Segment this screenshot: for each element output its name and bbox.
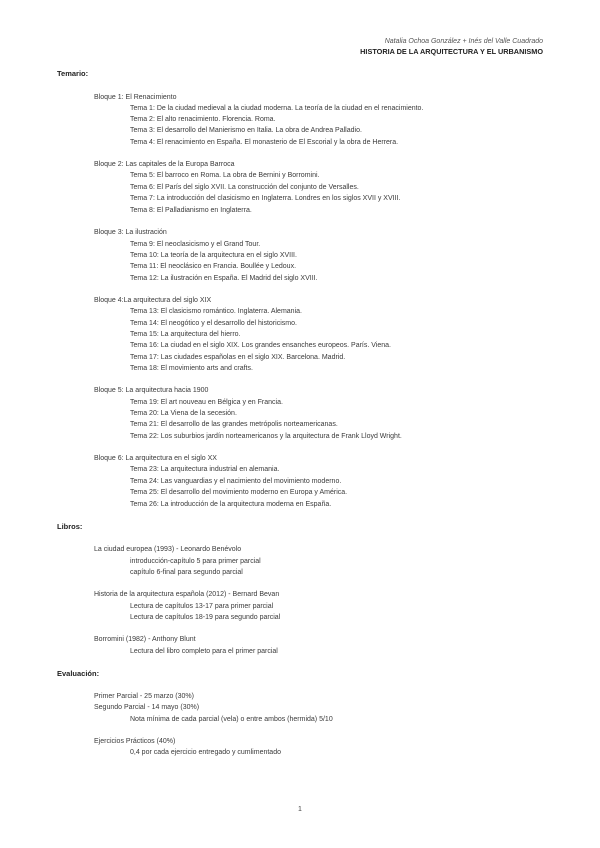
libros-heading: Libros: (57, 522, 83, 531)
tema-item: Tema 10: La teoría de la arquitectura en el siglo XVIII. (130, 252, 297, 259)
book-title: La ciudad europea (1993) - Leonardo Benévolo (94, 546, 242, 553)
book-title: Historia de la arquitectura española (2012) - Bernard Bevan (94, 591, 280, 598)
parcial-note: Nota mínima de cada parcial (vela) o entre ambos (hermida) 5/10 (130, 716, 333, 723)
page-header (360, 37, 543, 57)
tema-item: Tema 22: Los suburbios jardín norteamericanos y la arquitectura de Frank Lloyd Wright. (130, 433, 402, 440)
page-number: 1 (298, 806, 302, 813)
tema-item: Tema 13: El clasicismo romántico. Inglaterra. Alemania. (130, 308, 302, 315)
bloque-title: Bloque 6: La arquitectura en el siglo XX (94, 455, 217, 462)
book-note: Lectura del libro completo para el primer parcial (130, 648, 278, 655)
tema-item: Tema 15: La arquitectura del hierro. (130, 331, 241, 338)
tema-item: Tema 20: La Viena de la secesión. (130, 410, 237, 417)
tema-item: Tema 1: De la ciudad medieval a la ciudad moderna. La teoría de la ciudad en el renacimiento. (130, 105, 424, 112)
tema-item: Tema 16: La ciudad en el siglo XIX. Los grandes ensanches europeos. París. Viena. (130, 342, 391, 349)
tema-item: Tema 7: La introducción del clasicismo en Inglaterra. Londres en los siglos XVII y XVIII. (130, 195, 401, 202)
book-title: Borromini (1982) - Anthony Blunt (94, 636, 196, 643)
tema-item: Tema 12: La ilustración en España. El Madrid del siglo XVIII. (130, 275, 318, 282)
bloque-title: Bloque 4:La arquitectura del siglo XIX (94, 297, 212, 304)
temario-heading: Temario: (57, 69, 89, 78)
bloque-title: Bloque 1: El Renacimiento (94, 94, 177, 101)
course-title: HISTORIA DE LA ARQUITECTURA Y EL URBANISMO (360, 47, 543, 56)
book-note: introducción-capítulo 5 para primer parcial (130, 558, 261, 565)
book-note: Lectura de capítulos 18-19 para segundo parcial (130, 614, 281, 621)
book-note: Lectura de capítulos 13-17 para primer parcial (130, 603, 274, 610)
parcial-2: Segundo Parcial - 14 mayo (30%) (94, 704, 200, 711)
book-note: capítulo 6-final para segundo parcial (130, 569, 243, 576)
tema-item: Tema 21: El desarrollo de las grandes metrópolis norteamericanas. (130, 421, 338, 428)
bloque-title: Bloque 3: La ilustración (94, 229, 167, 236)
tema-item: Tema 4: El renacimiento en España. El monasterio de El Escorial y la obra de Herrera. (130, 139, 399, 146)
tema-item: Tema 14: El neogótico y el desarrollo del historicismo. (130, 320, 297, 327)
ejercicios-note: 0,4 por cada ejercicio entregado y cumlimentado (130, 749, 281, 756)
tema-item: Tema 6: El París del siglo XVII. La construcción del conjunto de Versalles. (130, 184, 359, 191)
tema-item: Tema 23: La arquitectura industrial en alemania. (130, 466, 280, 473)
ejercicios: Ejercicios Prácticos (40%) (94, 738, 176, 745)
tema-item: Tema 11: El neoclásico en Francia. Boullée y Ledoux. (130, 263, 297, 270)
tema-item: Tema 17: Las ciudades españolas en el siglo XIX. Barcelona. Madrid. (130, 354, 346, 361)
tema-item: Tema 19: El art nouveau en Bélgica y en Francia. (130, 399, 283, 406)
tema-item: Tema 24: Las vanguardias y el nacimiento del movimiento moderno. (130, 478, 342, 485)
bloque-title: Bloque 2: Las capitales de la Europa Barroca (94, 161, 235, 168)
evaluacion-heading: Evaluación: (57, 669, 100, 678)
tema-item: Tema 2: El alto renacimiento. Florencia. Roma. (130, 116, 276, 123)
tema-item: Tema 25: El desarrollo del movimiento moderno en Europa y América. (130, 489, 348, 496)
tema-item: Tema 9: El neoclasicismo y el Grand Tour. (130, 241, 261, 248)
tema-item: Tema 18: El movimiento arts and crafts. (130, 365, 253, 372)
authors: Natalia Ochoa González + Inés del Valle Cuadrado (384, 38, 543, 45)
tema-item: Tema 3: El desarrollo del Manierismo en Italia. La obra de Andrea Palladio. (130, 127, 362, 134)
tema-item: Tema 8: El Palladianismo en Inglaterra. (130, 207, 252, 214)
bloque-title: Bloque 5: La arquitectura hacia 1900 (94, 387, 209, 394)
parcial-1: Primer Parcial - 25 marzo (30%) (94, 693, 194, 700)
tema-item: Tema 5: El barroco en Roma. La obra de Bernini y Borromini. (130, 172, 320, 179)
tema-item: Tema 26: La introducción de la arquitectura moderna en España. (130, 501, 332, 508)
